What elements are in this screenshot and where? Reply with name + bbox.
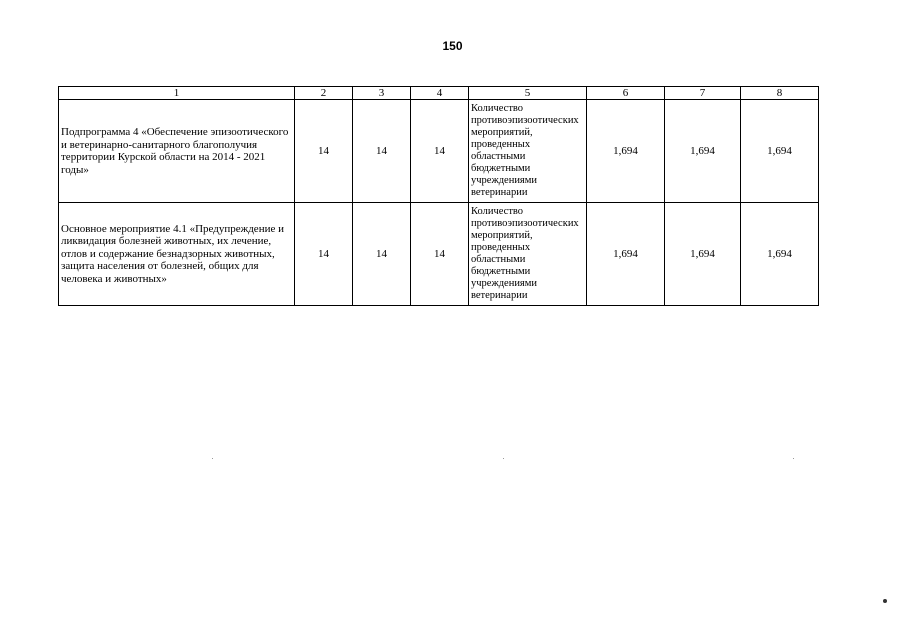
column-header: 8 <box>741 87 819 100</box>
value-cell: 1,694 <box>587 203 665 306</box>
program-name-cell: Подпрограмма 4 «Обеспечение эпизоотического и ветеринарно-санитарного благополучия территории Курской области на 2014 - 2021 годы» <box>59 100 295 203</box>
value-cell: 14 <box>353 203 411 306</box>
scan-speck <box>503 458 504 459</box>
value-cell: 1,694 <box>665 100 741 203</box>
column-header: 3 <box>353 87 411 100</box>
value-cell: 14 <box>295 203 353 306</box>
program-name-cell: Основное мероприятие 4.1 «Предупреждение и ликвидация болезней животных, их лечение, отлов и содержание безнадзорных животных, защита населения от болезней, общих для человека и животных» <box>59 203 295 306</box>
value-cell: 1,694 <box>665 203 741 306</box>
value-cell: 14 <box>411 203 469 306</box>
value-cell: 14 <box>295 100 353 203</box>
scan-speck <box>212 458 213 459</box>
value-cell: 1,694 <box>741 100 819 203</box>
page-number: 150 <box>442 39 463 53</box>
scan-artifact-dot <box>883 599 887 603</box>
table-row <box>59 100 819 203</box>
column-header: 4 <box>411 87 469 100</box>
indicator-cell: Количество противоэпизоотических мероприятий, проведенных областными бюджетными учреждениями ветеринарии <box>469 100 587 203</box>
value-cell: 1,694 <box>741 203 819 306</box>
scan-speck <box>793 458 794 459</box>
column-header: 1 <box>59 87 295 100</box>
value-cell: 14 <box>353 100 411 203</box>
column-header: 5 <box>469 87 587 100</box>
indicator-cell: Количество противоэпизоотических мероприятий, проведенных областными бюджетными учреждениями ветеринарии <box>469 203 587 306</box>
value-cell: 14 <box>411 100 469 203</box>
column-header: 2 <box>295 87 353 100</box>
data-table <box>58 86 819 306</box>
table-row <box>59 203 819 306</box>
value-cell: 1,694 <box>587 100 665 203</box>
header-row <box>59 87 819 100</box>
column-header: 7 <box>665 87 741 100</box>
column-header: 6 <box>587 87 665 100</box>
